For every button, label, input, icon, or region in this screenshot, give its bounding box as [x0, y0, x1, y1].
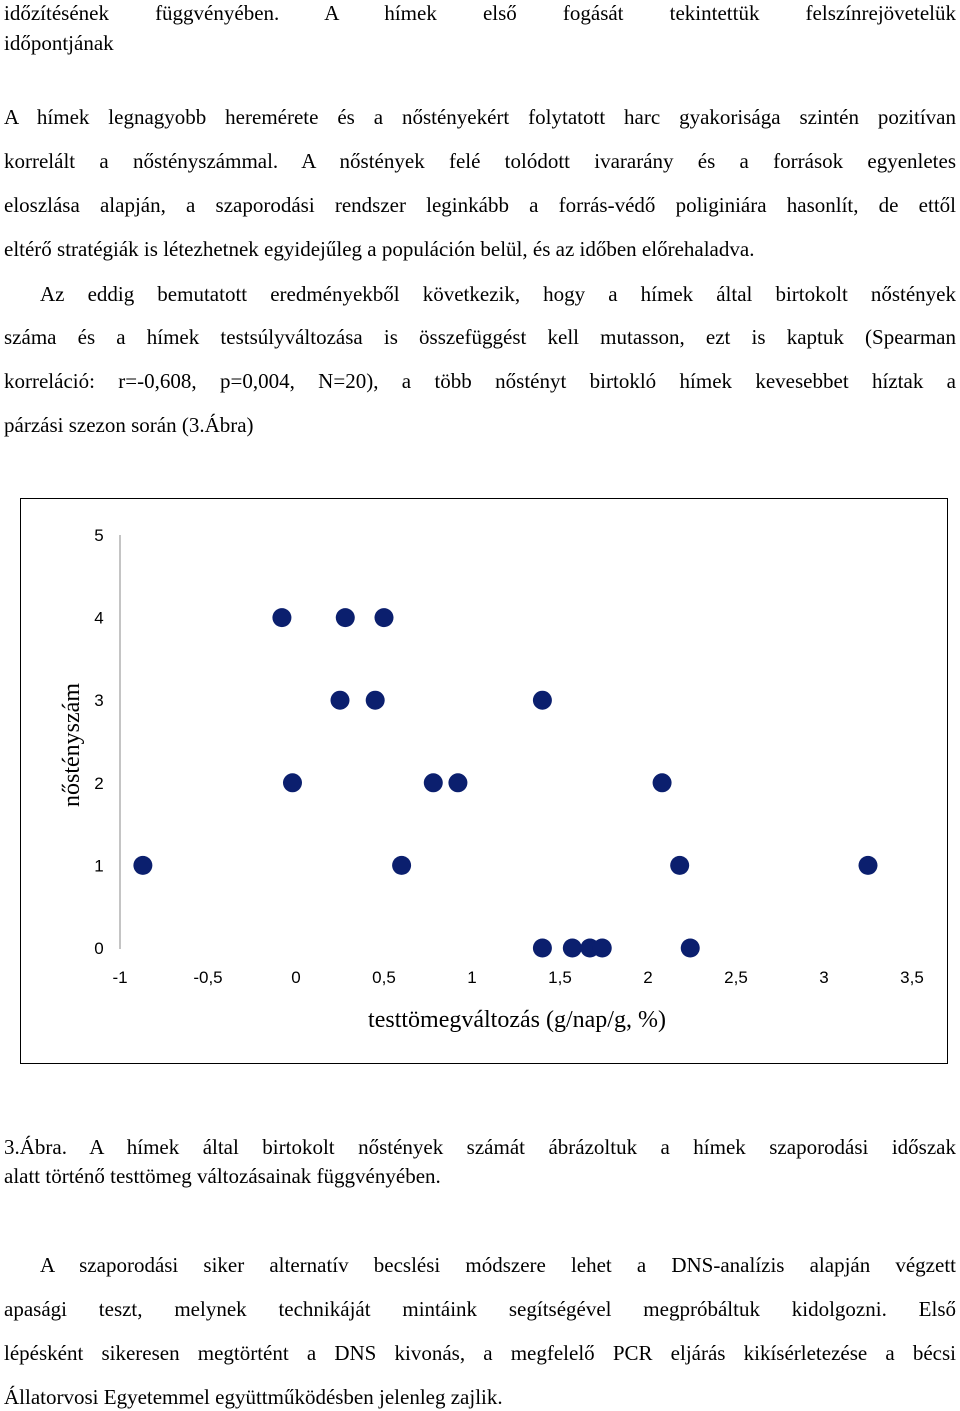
data-point: [336, 608, 355, 627]
x-tick-label: 0,5: [372, 968, 396, 987]
data-point: [533, 691, 552, 710]
x-axis-title: testtömegváltozás (g/nap/g, %): [368, 1007, 666, 1033]
data-point: [681, 939, 700, 958]
x-tick-label: 0: [291, 968, 301, 987]
y-tick-label: 2: [94, 773, 104, 793]
x-tick-label: -1: [112, 968, 128, 987]
body-text-line: eloszlása alapján, a szaporodási rendszer leginkább a forrás-védő poliginiára hasonlít, de ettől: [4, 193, 956, 217]
data-point: [366, 691, 385, 710]
x-tick-label: 3: [819, 968, 829, 987]
body-text-line: A hímek legnagyobb heremérete és a nőstényekért folytatott harc gyakorisága szintén pozitívan: [4, 105, 956, 129]
figure-3-chart: [20, 498, 948, 1064]
scatter-plot: [21, 499, 949, 1065]
data-point: [272, 608, 291, 627]
body-text-line: lépésként sikeresen megtörtént a DNS kivonás, a megfelelő PCR eljárás kikísérletezése a bécsi: [4, 1341, 956, 1365]
y-tick-label: 3: [94, 691, 104, 711]
x-tick-label: 1: [467, 968, 477, 987]
x-tick-label: 3,5: [900, 968, 924, 987]
body-text-line: korreláció: r=-0,608, p=0,004, N=20), a több nőstényt birtokló hímek kevesebbet híztak a: [4, 369, 956, 393]
data-point: [448, 773, 467, 792]
body-text-line: korrelált a nőstényszámmal. A nőstények felé tolódott ivararány és a források egyenletes: [4, 149, 956, 173]
body-text-line: időpontjának: [4, 31, 114, 55]
body-text-line: Állatorvosi Egyetemmel együttműködésben jelenleg zajlik.: [4, 1385, 503, 1409]
data-point: [283, 773, 302, 792]
y-tick-label: 0: [94, 939, 104, 958]
x-tick-label: 2: [643, 968, 653, 987]
body-text-line: A szaporodási siker alternatív becslési módszere lehet a DNS-analízis alapján végzett: [40, 1253, 956, 1277]
x-tick-label: -0,5: [193, 968, 223, 987]
data-point: [392, 856, 411, 875]
body-text-line: párzási szezon során (3.Ábra): [4, 413, 254, 437]
y-tick-label: 5: [94, 526, 104, 545]
y-tick-label: 1: [94, 856, 104, 876]
data-point: [563, 939, 582, 958]
data-point: [653, 773, 672, 792]
data-point: [375, 608, 394, 627]
data-point: [593, 939, 612, 958]
x-tick-label: 2,5: [724, 968, 748, 987]
data-point: [859, 856, 878, 875]
body-text-line: eltérő stratégiák is létezhetnek egyidejűleg a populáción belül, és az időben előrehaladva.: [4, 237, 755, 261]
x-tick-label: 1,5: [548, 968, 572, 987]
body-text-line: apasági teszt, melynek technikáját mintáink segítségével megpróbáltuk kidolgozni. Első: [4, 1297, 956, 1321]
figure-caption-line: alatt történő testtömeg változásainak függvényében.: [4, 1164, 441, 1188]
data-point: [133, 856, 152, 875]
data-point: [533, 939, 552, 958]
body-text-line: időzítésének függvényében. A hímek első fogását tekintettük felszínrejövetelük: [4, 1, 956, 25]
data-point: [331, 691, 350, 710]
figure-caption-line: 3.Ábra. A hímek által birtokolt nőstények számát ábrázoltuk a hímek szaporodási időszak: [4, 1135, 956, 1159]
data-point: [670, 856, 689, 875]
body-text-line: száma és a hímek testsúlyváltozása is összefüggést kell mutasson, ezt is kaptuk (Spearman: [4, 325, 956, 349]
y-tick-label: 4: [94, 608, 104, 628]
data-point: [424, 773, 443, 792]
body-text-line: Az eddig bemutatott eredményekből következik, hogy a hímek által birtokolt nőstények: [40, 282, 956, 306]
y-axis-title: nőstényszám: [59, 683, 85, 807]
